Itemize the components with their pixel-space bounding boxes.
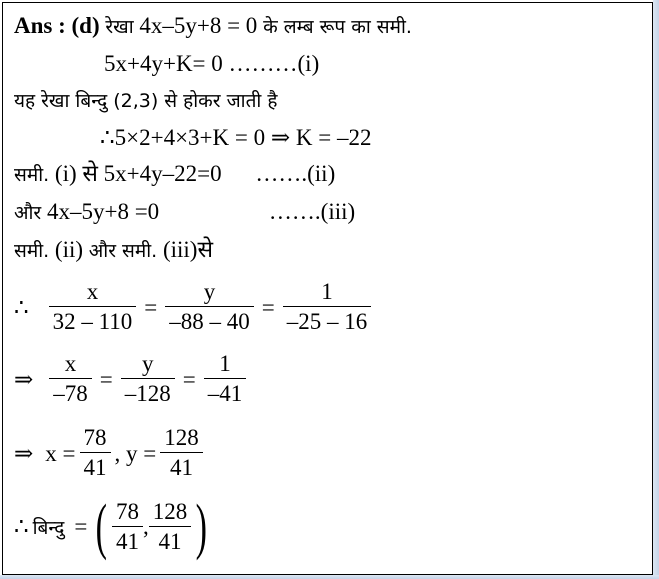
and-label: और bbox=[14, 202, 42, 224]
equals-sign: = bbox=[144, 294, 158, 320]
equals-sign: = bbox=[74, 514, 88, 539]
equation-i-text: 5x+4y+K= 0 ………(i) bbox=[104, 51, 320, 76]
x-equals: x = bbox=[45, 440, 76, 466]
fraction-row-1 bbox=[14, 278, 375, 337]
denominator-y: –88 – 40 bbox=[165, 306, 254, 337]
y-equals: , y = bbox=[114, 440, 157, 466]
numerator-y: y bbox=[203, 279, 216, 304]
fraction-y-value bbox=[160, 424, 203, 483]
answer-label: Ans : (d) bbox=[14, 13, 100, 38]
numerator-x-value: 78 bbox=[83, 425, 107, 450]
implies-symbol: ⇒ bbox=[14, 440, 34, 466]
denominator-y: –128 bbox=[121, 378, 175, 409]
denominator-one: –25 – 16 bbox=[283, 306, 372, 337]
point-label: बिन्दु bbox=[32, 517, 65, 539]
denominator-x-value: 41 bbox=[80, 452, 111, 483]
denominator-point-x: 41 bbox=[112, 526, 143, 557]
ref-ii: (ii) bbox=[54, 237, 84, 262]
fraction-row-4 bbox=[14, 493, 212, 561]
ref-iii: (iii)से bbox=[162, 237, 213, 262]
fraction-y bbox=[121, 350, 175, 409]
denominator-x: 32 – 110 bbox=[49, 306, 137, 337]
answer-line-3 bbox=[14, 86, 277, 115]
numerator-y-value: 128 bbox=[164, 425, 199, 450]
fraction-x bbox=[49, 278, 137, 337]
numerator-x: x bbox=[86, 279, 99, 304]
sami-label: समी. bbox=[14, 164, 50, 186]
answer-line-7 bbox=[14, 236, 213, 265]
equals-sign: = bbox=[261, 294, 275, 320]
fraction-point-x bbox=[112, 498, 143, 557]
fraction-row-2 bbox=[14, 350, 250, 409]
substitution-text: ∴5×2+4×3+K = 0 ⇒ K = –22 bbox=[100, 125, 372, 150]
substitution-line bbox=[100, 124, 371, 152]
left-paren: ( bbox=[96, 493, 108, 561]
fraction-row-3 bbox=[14, 424, 207, 483]
equation-iii-text: 4x–5y+8 =0 bbox=[46, 199, 160, 224]
denominator-point-y: 41 bbox=[149, 526, 192, 557]
fraction-one bbox=[283, 278, 372, 337]
and-sami-text: और समी. bbox=[88, 240, 158, 262]
implies-symbol: ⇒ bbox=[14, 366, 34, 392]
equation-i bbox=[104, 50, 319, 78]
answer-line-6 bbox=[14, 198, 355, 227]
fraction-point-y bbox=[149, 498, 192, 557]
numerator-y: y bbox=[142, 351, 154, 376]
window-edge-right bbox=[653, 0, 659, 579]
fraction-one bbox=[204, 350, 247, 409]
equation-given: 4x–5y+8 = 0 bbox=[139, 13, 258, 38]
fraction-x-value bbox=[80, 424, 111, 483]
right-paren: ) bbox=[195, 493, 208, 561]
denominator-one: –41 bbox=[204, 378, 247, 409]
answer-line-5 bbox=[14, 160, 335, 189]
answer-line-1 bbox=[14, 12, 412, 41]
numerator-one: 1 bbox=[219, 351, 231, 376]
comma: , bbox=[143, 514, 149, 539]
equation-iii-ref: …….(iii) bbox=[268, 199, 356, 224]
equals-sign: = bbox=[99, 366, 113, 392]
text-perpendicular: के लम्ब रूप का समी. bbox=[263, 16, 412, 38]
denominator-y-value: 41 bbox=[160, 452, 203, 483]
equals-sign: = bbox=[182, 366, 196, 392]
numerator-point-x: 78 bbox=[116, 498, 140, 524]
numerator-one: 1 bbox=[321, 279, 333, 304]
text-rekha: रेखा bbox=[105, 16, 134, 38]
fraction-x bbox=[49, 350, 92, 409]
numerator-point-y: 128 bbox=[152, 498, 188, 524]
passes-through-text: यह रेखा बिन्दु (2,3) से होकर जाती है bbox=[14, 90, 278, 112]
therefore-symbol: ∴ bbox=[14, 294, 29, 320]
window-edge-bottom bbox=[0, 575, 659, 579]
equation-ii-ref: …….(ii) bbox=[255, 161, 336, 186]
numerator-x: x bbox=[64, 351, 77, 376]
fraction-y bbox=[165, 278, 254, 337]
equation-ii-text: (i) से 5x+4y–22=0 bbox=[54, 161, 222, 186]
denominator-x: –78 bbox=[49, 378, 92, 409]
therefore-symbol: ∴ bbox=[14, 514, 29, 539]
sami-label-2: समी. bbox=[14, 240, 50, 262]
